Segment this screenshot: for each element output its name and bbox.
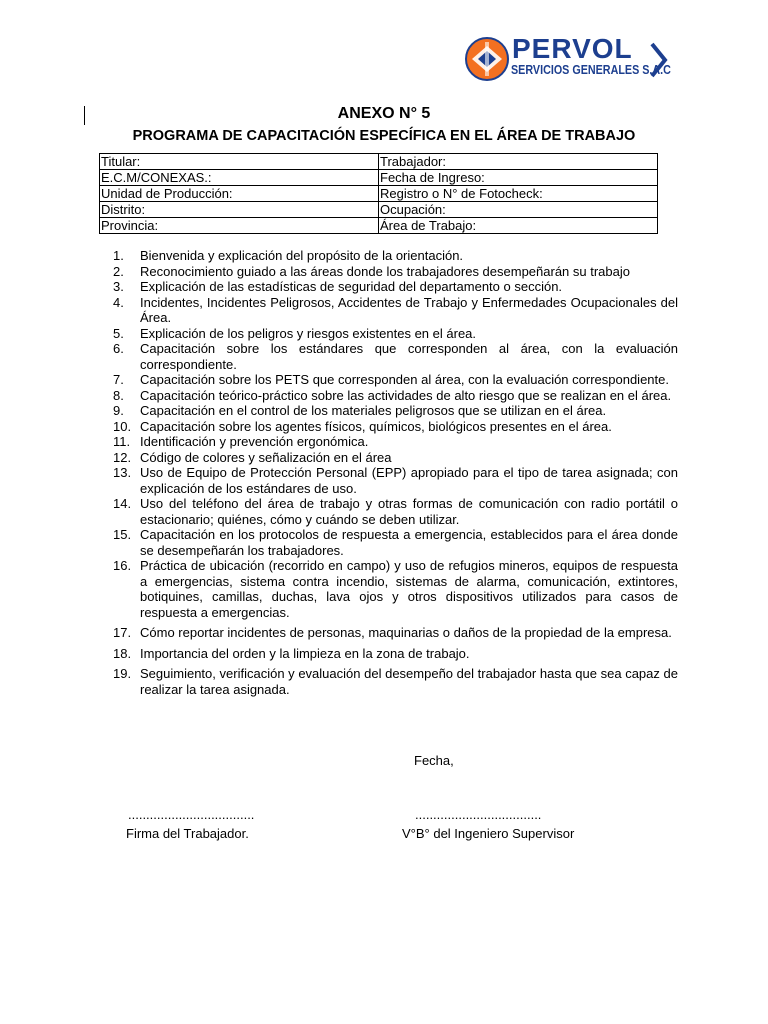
list-item-number: 10. [113,418,132,434]
list-item-number: 18. [113,645,132,661]
worker-signature-line: ................................... [128,807,255,822]
list-item-number: 7. [113,372,124,387]
info-table-cell: Provincia: [100,218,379,234]
info-table-cell: Trabajador: [379,154,658,170]
list-item-number: 17. [113,625,132,640]
list-item-number: 14. [113,496,132,511]
info-table [99,153,658,234]
list-item-text: Capacitación sobre los estándares que corresponden al área, con la evaluación correspondiente. [140,341,678,372]
list-item-text: Capacitación sobre los agentes físicos, químicos, biológicos presentes en el área. [140,418,612,434]
list-item-text: Reconocimiento guiado a las áreas donde los trabajadores desempeñarán su trabajo [140,263,630,279]
list-item [113,372,678,388]
list-item [113,646,678,662]
list-item [113,666,678,697]
list-item-text: Capacitación en el control de los materiales peligrosos que se utilizan en el área. [140,403,607,418]
list-item [113,295,678,326]
logo-tagline: SERVICIOS GENERALES S.A.C [511,63,671,77]
info-table-cell: Titular: [100,154,379,170]
list-item [113,434,678,450]
list-item-number: 13. [113,465,132,480]
list-item-number: 8. [113,387,124,403]
logo-wordmark [512,34,633,64]
list-item [113,496,678,527]
info-table-cell: Distrito: [100,202,379,218]
list-item-number: 6. [113,341,124,356]
list-item [113,248,678,264]
list-item-number: 2. [113,263,124,279]
info-table-cell: Ocupación: [379,202,658,218]
list-item-number: 5. [113,325,124,341]
list-item-text: Capacitación en los protocolos de respuesta a emergencia, establecidos para el área donde se desempeñarán los trabajadores. [140,527,678,558]
list-item-number: 9. [113,403,124,418]
supervisor-signature-line: ................................... [415,807,542,822]
list-item-text: Explicación de las estadísticas de seguridad del departamento o sección. [140,279,563,294]
list-item-text: Importancia del orden y la limpieza en la zona de trabajo. [140,645,470,661]
list-item-text: Explicación de los peligros y riesgos existentes en el área. [140,325,477,341]
list-item-number: 19. [113,666,132,681]
list-item [113,465,678,496]
list-item-text: Incidentes, Incidentes Peligrosos, Accidentes de Trabajo y Enfermedades Ocupacionales del Área. [140,294,678,325]
title-text: ANEXO N° 5 [337,105,431,122]
list-item-text: Capacitación sobre los PETS que corresponden al área, con la evaluación correspondiente. [140,372,669,387]
list-item [113,558,678,620]
info-table-row [100,154,658,170]
list-item-text: Capacitación teórico-práctico sobre las actividades de alto riesgo que se realizan en el área. [140,387,672,403]
list-item-text: Cómo reportar incidentes de personas, maquinarias o daños de la propiedad de la empresa. [140,625,672,640]
info-table-cell: E.C.M/CONEXAS.: [100,170,379,186]
list-item [113,279,678,295]
supervisor-signature-label: V°B° del Ingeniero Supervisor [402,826,575,841]
pervol-emblem-icon [464,36,510,82]
list-item-number: 3. [113,279,124,294]
list-item-number: 4. [113,294,124,310]
list-item [113,264,678,280]
company-logo [464,33,678,84]
training-items-list [113,248,678,697]
list-item [113,625,678,641]
list-item [113,450,678,466]
list-item-number: 16. [113,558,132,573]
list-item-text: Uso del teléfono del área de trabajo y otras formas de comunicación con radio portátil o estacionario; quiénes, cómo y cuándo se deben utilizar. [140,496,678,527]
info-table-row [100,218,658,234]
list-item-text: Seguimiento, verificación y evaluación del desempeño del trabajador hasta que sea capaz de realizar la tarea asignada. [140,666,678,697]
info-table-cell: Área de Trabajo: [379,218,658,234]
worker-signature-label: Firma del Trabajador. [126,826,249,841]
list-item [113,419,678,435]
list-item-number: 12. [113,449,132,465]
list-item [113,341,678,372]
list-item [113,388,678,404]
list-item-text: Identificación y prevención ergonómica. [140,434,369,449]
info-table-cell: Registro o N° de Fotocheck: [379,186,658,202]
logo-brand-part2: VOL [572,33,633,64]
info-table-row [100,202,658,218]
list-item-number: 15. [113,527,132,542]
list-item [113,527,678,558]
document-title [0,105,768,123]
date-label: Fecha, [414,753,454,768]
list-item [113,326,678,342]
list-item [113,403,678,419]
list-item-text: Práctica de ubicación (recorrido en campo) y uso de refugios mineros, equipos de respuesta a emergencias, sistema contra incendio, sistemas de alarma, comunicación, extintores, botiquines, camillas, duchas, lava ojos y otros dispositivos utilizados para casos de respuesta a emergencias. [140,558,678,620]
list-item-number: 11. [113,434,131,449]
info-table-row [100,186,658,202]
chevron-right-icon [650,42,668,78]
logo-brand-part1: PER [512,33,573,64]
info-table-cell: Fecha de Ingreso: [379,170,658,186]
list-item-text: Bienvenida y explicación del propósito de la orientación. [140,248,464,263]
list-item-text: Uso de Equipo de Protección Personal (EPP) apropiado para el tipo de tarea asignada; con explicación de los estándares de uso. [140,465,678,496]
info-table-cell: Unidad de Producción: [100,186,379,202]
list-item-text: Código de colores y señalización en el área [140,449,392,465]
document-subtitle: PROGRAMA DE CAPACITACIÓN ESPECÍFICA EN EL ÁREA DE TRABAJO [132,128,636,144]
info-table-row [100,170,658,186]
list-item-number: 1. [113,248,124,263]
